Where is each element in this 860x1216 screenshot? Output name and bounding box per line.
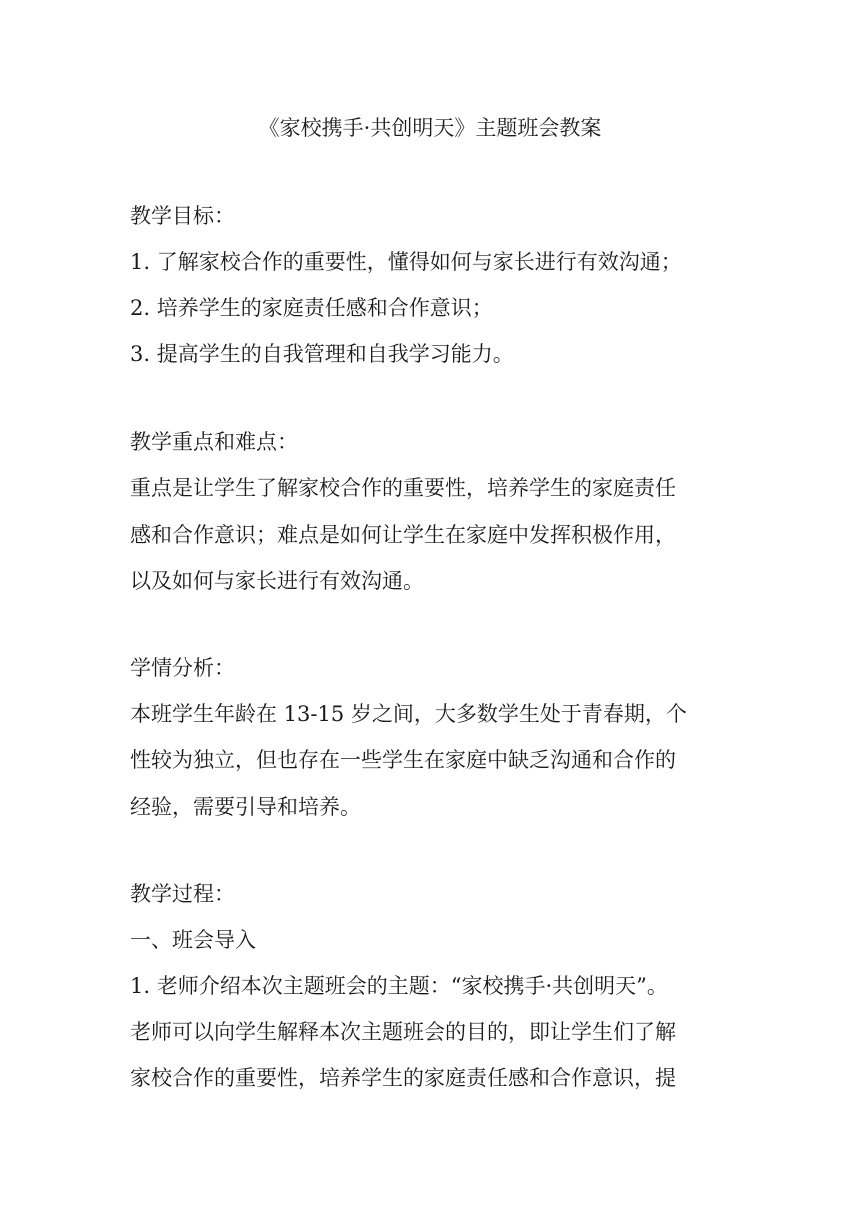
objectives-heading: 教学目标： — [130, 204, 235, 228]
key-points-line-2: 感和合作意识；难点是如何让学生在家庭中发挥积极作用， — [130, 523, 676, 547]
analysis-line-1: 本班学生年龄在 13-15 岁之间，大多数学生处于青春期，个 — [130, 702, 687, 726]
process-heading: 教学过程： — [130, 882, 235, 906]
key-points-line-3: 以及如何与家长进行有效沟通。 — [130, 569, 424, 593]
analysis-line-3: 经验，需要引导和培养。 — [130, 795, 361, 819]
analysis-heading: 学情分析： — [130, 656, 235, 680]
analysis-line-2: 性较为独立，但也存在一些学生在家庭中缺乏沟通和合作的 — [130, 748, 676, 772]
process-line-1: 1. 老师介绍本次主题班会的主题：“家校携手·共创明天”。 — [130, 974, 668, 998]
process-section-title: 一、班会导入 — [130, 928, 256, 952]
process-line-2: 老师可以向学生解释本次主题班会的目的，即让学生们了解 — [130, 1020, 676, 1044]
key-points-heading: 教学重点和难点： — [130, 430, 298, 454]
key-points-line-1: 重点是让学生了解家校合作的重要性，培养学生的家庭责任 — [130, 476, 676, 500]
document-title: 《家校携手·共创明天》主题班会教案 — [258, 116, 602, 140]
objective-item-2: 2. 培养学生的家庭责任感和合作意识； — [130, 296, 493, 320]
objective-item-3: 3. 提高学生的自我管理和自我学习能力。 — [130, 342, 514, 366]
process-line-3: 家校合作的重要性，培养学生的家庭责任感和合作意识，提 — [130, 1066, 676, 1090]
objective-item-1: 1. 了解家校合作的重要性，懂得如何与家长进行有效沟通； — [130, 250, 682, 274]
